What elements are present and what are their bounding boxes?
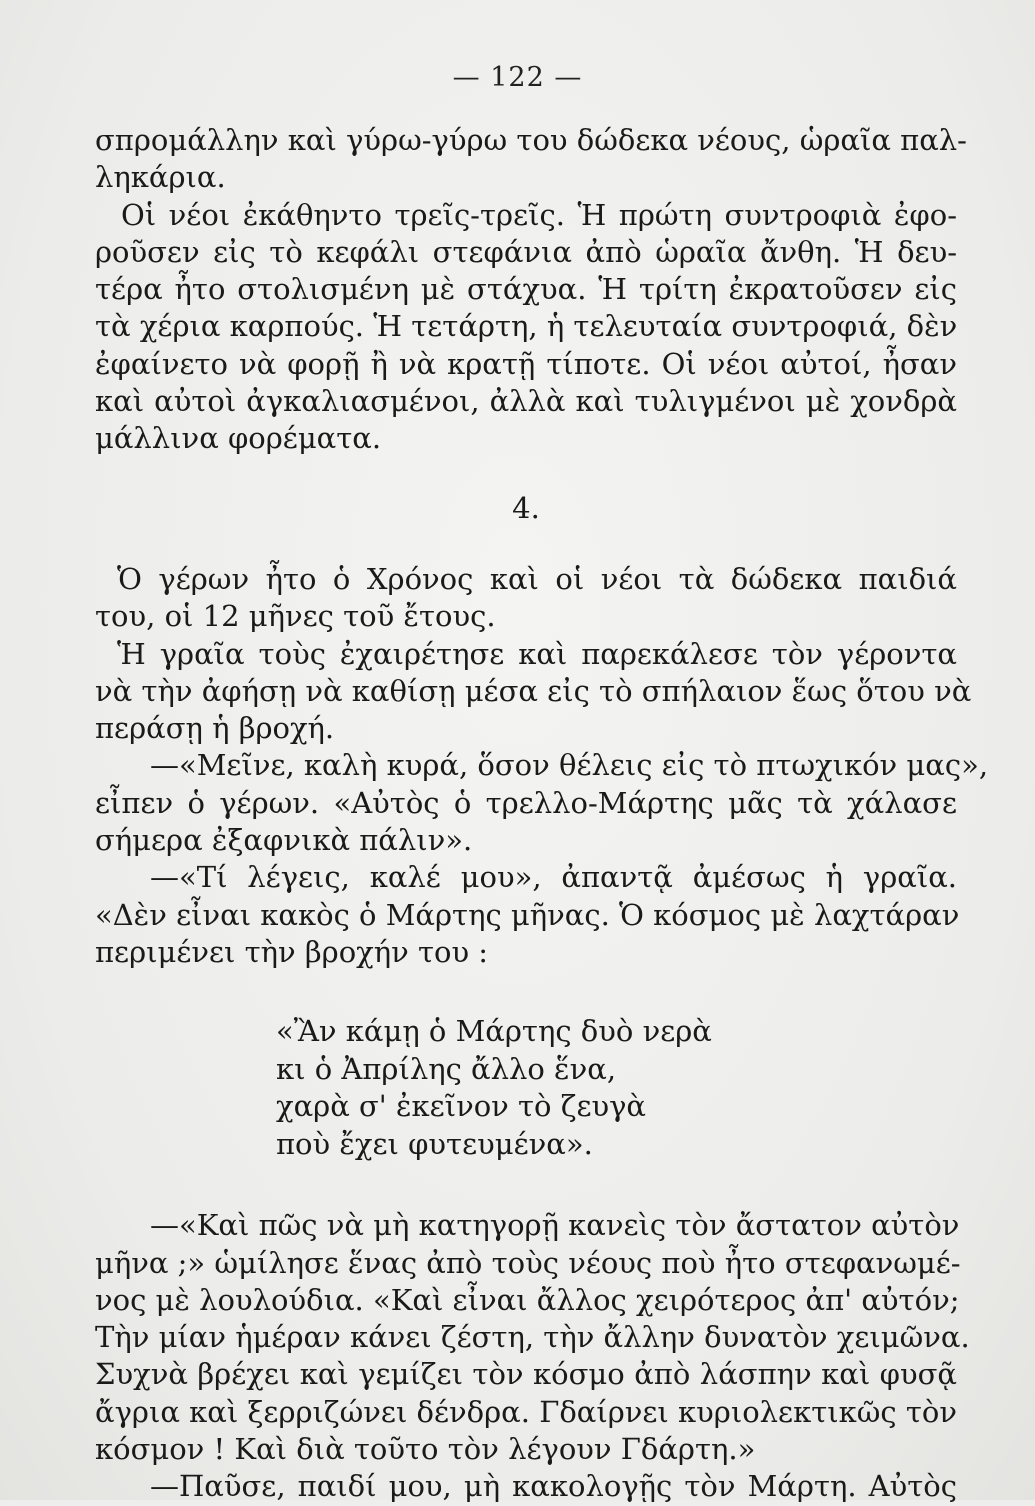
text-line: τὰ χέρια καρπούς. Ἡ τετάρτη, ἡ τελευταία συντροφιά, δὲν	[95, 309, 958, 344]
text-line: νὰ τὴν ἀφήσῃ νὰ καθίσῃ μέσα εἰς τὸ σπήλαιον ἕως ὅτου νὰ	[95, 673, 972, 708]
paragraph-5	[95, 747, 989, 859]
text-line: του, οἱ 12 μῆνες τοῦ ἔτους.	[95, 599, 496, 634]
poem-verse	[276, 1013, 957, 1163]
text-line: ληκάρια.	[95, 160, 226, 195]
poem-line: κι ὁ Ἀπρίλης ἄλλο ἕνα,	[276, 1051, 617, 1086]
poem-line: χαρὰ σ' ἐκεῖνον τὸ ζευγὰ	[276, 1089, 647, 1124]
text-line: ἄγρια καὶ ξερριζώνει δένδρα. Γδαίρνει κυριολεκτικῶς τὸν	[95, 1394, 957, 1429]
paragraph-4	[95, 636, 972, 748]
text-line: ἐφαίνετο νὰ φορῇ ἢ νὰ κρατῇ τίποτε. Οἱ νέοι αὐτοί, ἦσαν	[95, 346, 957, 381]
text-line: καὶ αὐτοὶ ἀγκαλιασμένοι, ἀλλὰ καὶ τυλιγμένοι μὲ χονδρὰ	[95, 384, 957, 419]
poem-line: ποὺ ἔχει φυτευμένα».	[276, 1126, 593, 1161]
body-text	[95, 122, 989, 1506]
text-line: μάλλινα φορέματα.	[95, 421, 382, 456]
paragraph-2	[95, 197, 957, 458]
text-line: —Παῦσε, παιδί μου, μὴ κακολογῇς τὸν Μάρτη. Αὐτὸς	[150, 1469, 957, 1504]
paragraph-6	[95, 859, 960, 971]
text-line: εἶπεν ὁ γέρων. «Αὐτὸς ὁ τρελλο-Μάρτης μᾶς τὰ χάλασε	[95, 785, 957, 820]
text-line: σήμερα ἐξαφνικὰ πάλιν».	[95, 823, 473, 858]
section-number: 4.	[512, 490, 540, 525]
text-line: περάσῃ ἡ βροχή.	[95, 711, 335, 746]
text-line: ροῦσεν εἰς τὸ κεφάλι στεφάνια ἀπὸ ὡραῖα ἄνθη. Ἡ δευ-	[95, 234, 957, 269]
paragraph-1	[95, 122, 967, 197]
text-line: νος μὲ λουλούδια. «Καὶ εἶναι ἄλλος χειρότερος ἀπ' αὐτόν;	[95, 1282, 960, 1317]
paragraph-8	[95, 1468, 957, 1505]
text-line: μῆνα ;» ὡμίλησε ἕνας ἀπὸ τοὺς νέους ποὺ ἦτο στεφανωμέ-	[95, 1245, 961, 1280]
text-line: Ὁ γέρων ἦτο ὁ Χρόνος καὶ οἱ νέοι τὰ δώδεκα παιδιά	[117, 561, 957, 596]
text-line: σπρομάλλην καὶ γύρω-γύρω του δώδεκα νέους, ὡραῖα παλ-	[95, 123, 967, 157]
text-line: Οἱ νέοι ἐκάθηντο τρεῖς-τρεῖς. Ἡ πρώτη συντροφιὰ ἐφο-	[121, 197, 957, 232]
paragraph-3	[95, 561, 957, 636]
text-line: Ἡ γραῖα τοὺς ἐχαιρέτησε καὶ παρεκάλεσε τὸν γέροντα	[117, 636, 957, 671]
text-line: «Δὲν εἶναι κακὸς ὁ Μάρτης μῆνας. Ὁ κόσμος μὲ λαχτάραν	[95, 897, 960, 932]
text-line: —«Καὶ πῶς νὰ μὴ κατηγορῇ κανεὶς τὸν ἄστατον αὐτὸν	[150, 1208, 960, 1243]
page-number: — 122 —	[452, 62, 583, 93]
text-line: περιμένει τὴν βροχήν του :	[95, 934, 489, 969]
text-line: Συχνὰ βρέχει καὶ γεμίζει τὸν κόσμο ἀπὸ λάσπην καὶ φυσᾷ	[95, 1357, 957, 1392]
text-line: —«Τί λέγεις, καλέ μου», ἀπαντᾷ ἀμέσως ἡ γραῖα.	[150, 860, 957, 895]
paragraph-7	[95, 1207, 970, 1468]
poem-line: «Ἂν κάμῃ ὁ Μάρτης δυὸ νερὰ	[276, 1014, 712, 1049]
text-line: κόσμον ! Καὶ διὰ τοῦτο τὸν λέγουν Γδάρτη.»	[95, 1432, 756, 1467]
text-line: Τὴν μίαν ἡμέραν κάνει ζέστη, τὴν ἄλλην δυνατὸν χειμῶνα.	[95, 1320, 970, 1355]
text-line: τέρα ἦτο στολισμένη μὲ στάχυα. Ἡ τρίτη ἐκρατοῦσεν εἰς	[95, 272, 957, 307]
text-line: —«Μεῖνε, καλὴ κυρά, ὅσον θέλεις εἰς τὸ πτωχικόν μας»,	[150, 748, 989, 783]
